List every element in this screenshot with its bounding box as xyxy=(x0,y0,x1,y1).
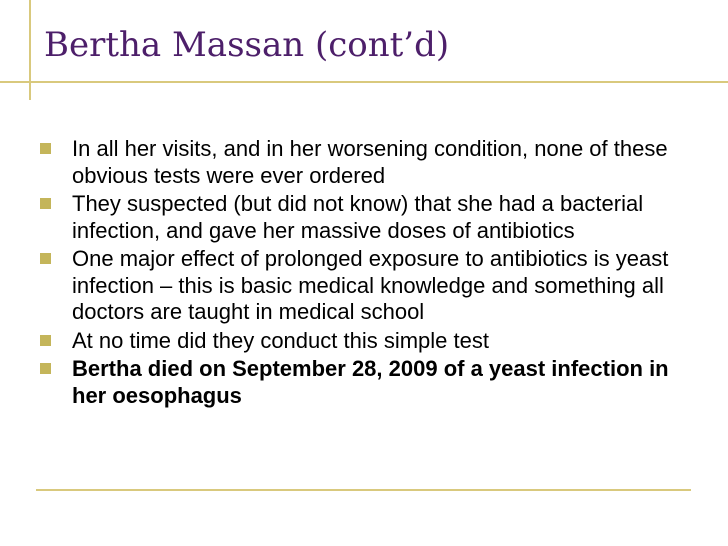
footer-divider-line xyxy=(36,489,691,491)
vertical-accent-line xyxy=(29,0,31,100)
square-bullet-icon xyxy=(40,198,51,209)
bullet-item-emphasis xyxy=(38,356,698,409)
bullet-item xyxy=(38,191,698,244)
square-bullet-icon xyxy=(40,363,51,374)
bullet-text: One major effect of prolonged exposure to antibiotics is yeast infection – this is basic medical knowledge and something all doctors are taught in medical school xyxy=(72,246,669,324)
bullet-item xyxy=(38,328,698,355)
bullet-text: Bertha died on September 28, 2009 of a yeast infection in her oesophagus xyxy=(72,356,669,408)
bullet-item xyxy=(38,136,698,189)
slide-title: Bertha Massan (cont’d) xyxy=(44,25,450,65)
bullet-text: They suspected (but did not know) that she had a bacterial infection, and gave her massive doses of antibiotics xyxy=(72,191,644,243)
title-divider-line xyxy=(0,81,728,83)
bullet-item xyxy=(38,246,698,326)
square-bullet-icon xyxy=(40,335,51,346)
square-bullet-icon xyxy=(40,253,51,264)
bullet-list xyxy=(38,136,698,411)
bullet-text: At no time did they conduct this simple test xyxy=(72,327,489,353)
square-bullet-icon xyxy=(40,143,51,154)
bullet-text: In all her visits, and in her worsening condition, none of these obvious tests were ever ordered xyxy=(72,136,668,188)
